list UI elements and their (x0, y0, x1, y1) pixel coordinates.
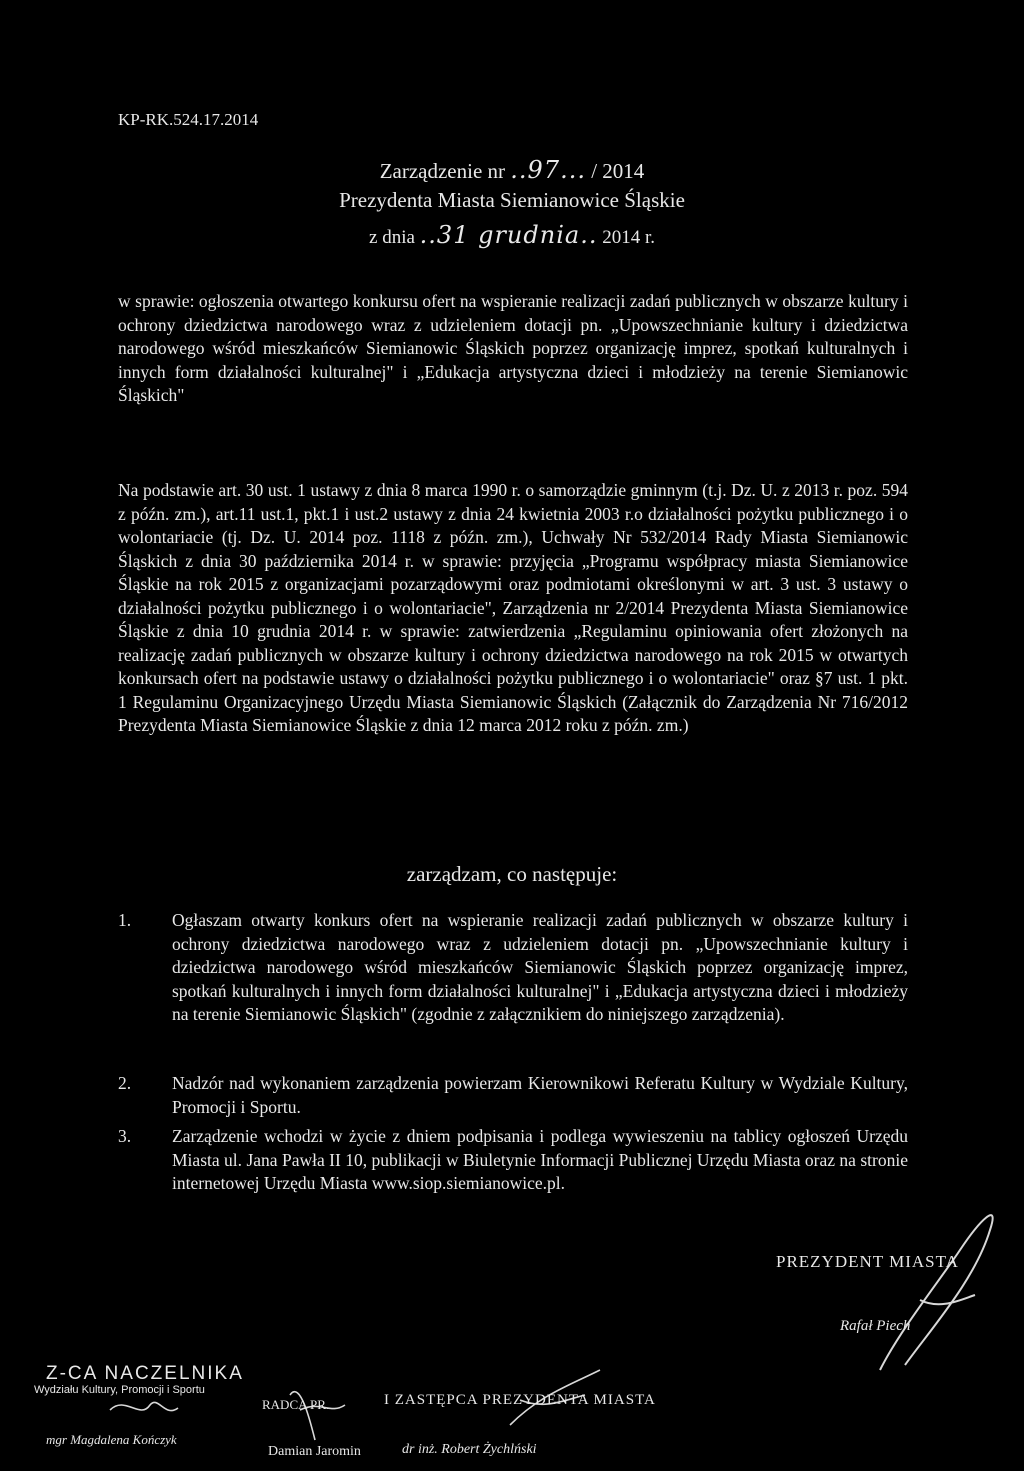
date-prefix: z dnia (369, 227, 415, 248)
left-signature (110, 1402, 178, 1410)
signatory-title: PREZYDENT MIASTA (776, 1252, 959, 1271)
stamp-middle-title: RADCA PR. (262, 1397, 330, 1412)
reference-number: KP-RK.524.17.2014 (118, 110, 259, 129)
legal-basis-paragraph: Na podstawie art. 30 ust. 1 ustawy z dnia 8 marca 1990 r. o samorządzie gminnym (t.j. Dz. U. z 2013 r. poz. 594 z późn. zm.), art.11 ust.1, pkt.1 i ust.2 ustawy z dnia 24 kwietnia 2003 r.o działalności pożytku publicznego i o wolontariacie (tj. Dz. U. 2014 poz. 1118 z późn. zm.), Uchwały Nr 532/2014 Rady Miasta Siemianowic Śląskich z dnia 30 października 2014 r. w sprawie: przyjęcia „Programu współpracy miasta Siemianowice Śląskie na rok 2015 z organizacjami pozarządowymi oraz podmiotami określonymi w art. 3 ust. 3 ustawy o działalności pożytku publicznego i o wolontariacie", Zarządzenia nr 2/2014 Prezydenta Miasta Siemianowice Śląskie z dnia 10 grudnia 2014 r. w sprawie: zatwierdzenia „Regulaminu opiniowania ofert złożonych na realizację zadań publicznych w obszarze kultury i ochrony dziedzictwa narodowego na rok 2015 w otwartych konkursach ofert na podstawie ustawy o działalności pożytku publicznego i o wolontariacie" oraz §7 ust. 1 pkt. 1 Regulaminu Organizacyjnego Urzędu Miasta Siemianowic Śląskich (Załącznik do Zarządzenia Nr 716/2012 Prezydenta Miasta Siemianowice Śląskie z dnia 12 marca 2012 roku z późn. zm.) (118, 480, 908, 735)
item-text: Ogłaszam otwarty konkurs ofert na wspieranie realizacji zadań publicznych w obszarze kultury i ochrony dziedzictwa narodowego wraz z udzieleniem dotacji pn. „Upowszechnianie kultury i dziedzictwa narodowego wśród mieszkańców Siemianowic Śląskich poprzez organizację imprez, spotkań kulturalnych i innych form działalności kulturalnej" i „Edukacja artystyczna dzieci i młodzieży na terenie Siemianowic Śląskich" (zgodnie z załącznikiem do niniejszego zarządzenia). (172, 910, 908, 1024)
decree-heading: zarządzam, co następuje: (406, 862, 618, 886)
stamp-middle-name: Damian Jaromin (268, 1444, 361, 1459)
stamp-left-department: Wydziału Kultury, Promocji i Sportu (34, 1384, 205, 1396)
handwritten-number: ..97... (510, 156, 586, 184)
signatory-name: Rafał Piech (840, 1318, 911, 1334)
item-text: Nadzór nad wykonaniem zarządzenia powierzam Kierownikowi Referatu Kultury w Wydziale Kultury, Promocji i Sportu. (172, 1073, 908, 1117)
item-text: Zarządzenie wchodzi w życie z dniem podpisania i podlega wywieszeniu na tablicy ogłoszeń Urzędu Miasta ul. Jana Pawła II 10, publikacji w Biuletynie Informacji Publicznej Urzędu Miasta oraz na stronie internetowej Urzędu Miasta www.siop.siemianowice.pl. (172, 1126, 908, 1193)
stamp-left-title: Z-CA NACZELNIKA (46, 1363, 244, 1384)
title-prefix: Zarządzenie nr (379, 159, 506, 183)
stamp-left-name: mgr Magdalena Kończyk (46, 1432, 177, 1447)
stamp-right-title: I ZASTĘPCA PREZYDENTA MIASTA (384, 1392, 656, 1408)
item-number: 1. (118, 910, 132, 930)
mayor-signature (880, 1215, 993, 1370)
date-suffix: 2014 r. (602, 227, 655, 248)
item-number: 2. (118, 1073, 132, 1093)
item-number: 3. (118, 1126, 132, 1146)
title-year: / 2014 (591, 159, 645, 183)
stamp-right-name: dr inż. Robert Żychlński (402, 1442, 537, 1457)
handwritten-date: ..31 grudnia.. (419, 221, 598, 249)
subject-paragraph: w sprawie: ogłoszenia otwartego konkursu ofert na wspieranie realizacji zadań publicznych w obszarze kultury i ochrony dziedzictwa narodowego wraz z udzieleniem dotacji pn. „Upowszechnianie kultury i dziedzictwa narodowego wśród mieszkańców Siemianowic Śląskich poprzez organizację imprez, spotkań kulturalnych i innych form działalności kulturalnej" i „Edukacja artystyczna dzieci i młodzieży na terenie Siemianowic Śląskich" (118, 291, 908, 405)
title-line-2: Prezydenta Miasta Siemianowice Śląskie (339, 188, 685, 212)
